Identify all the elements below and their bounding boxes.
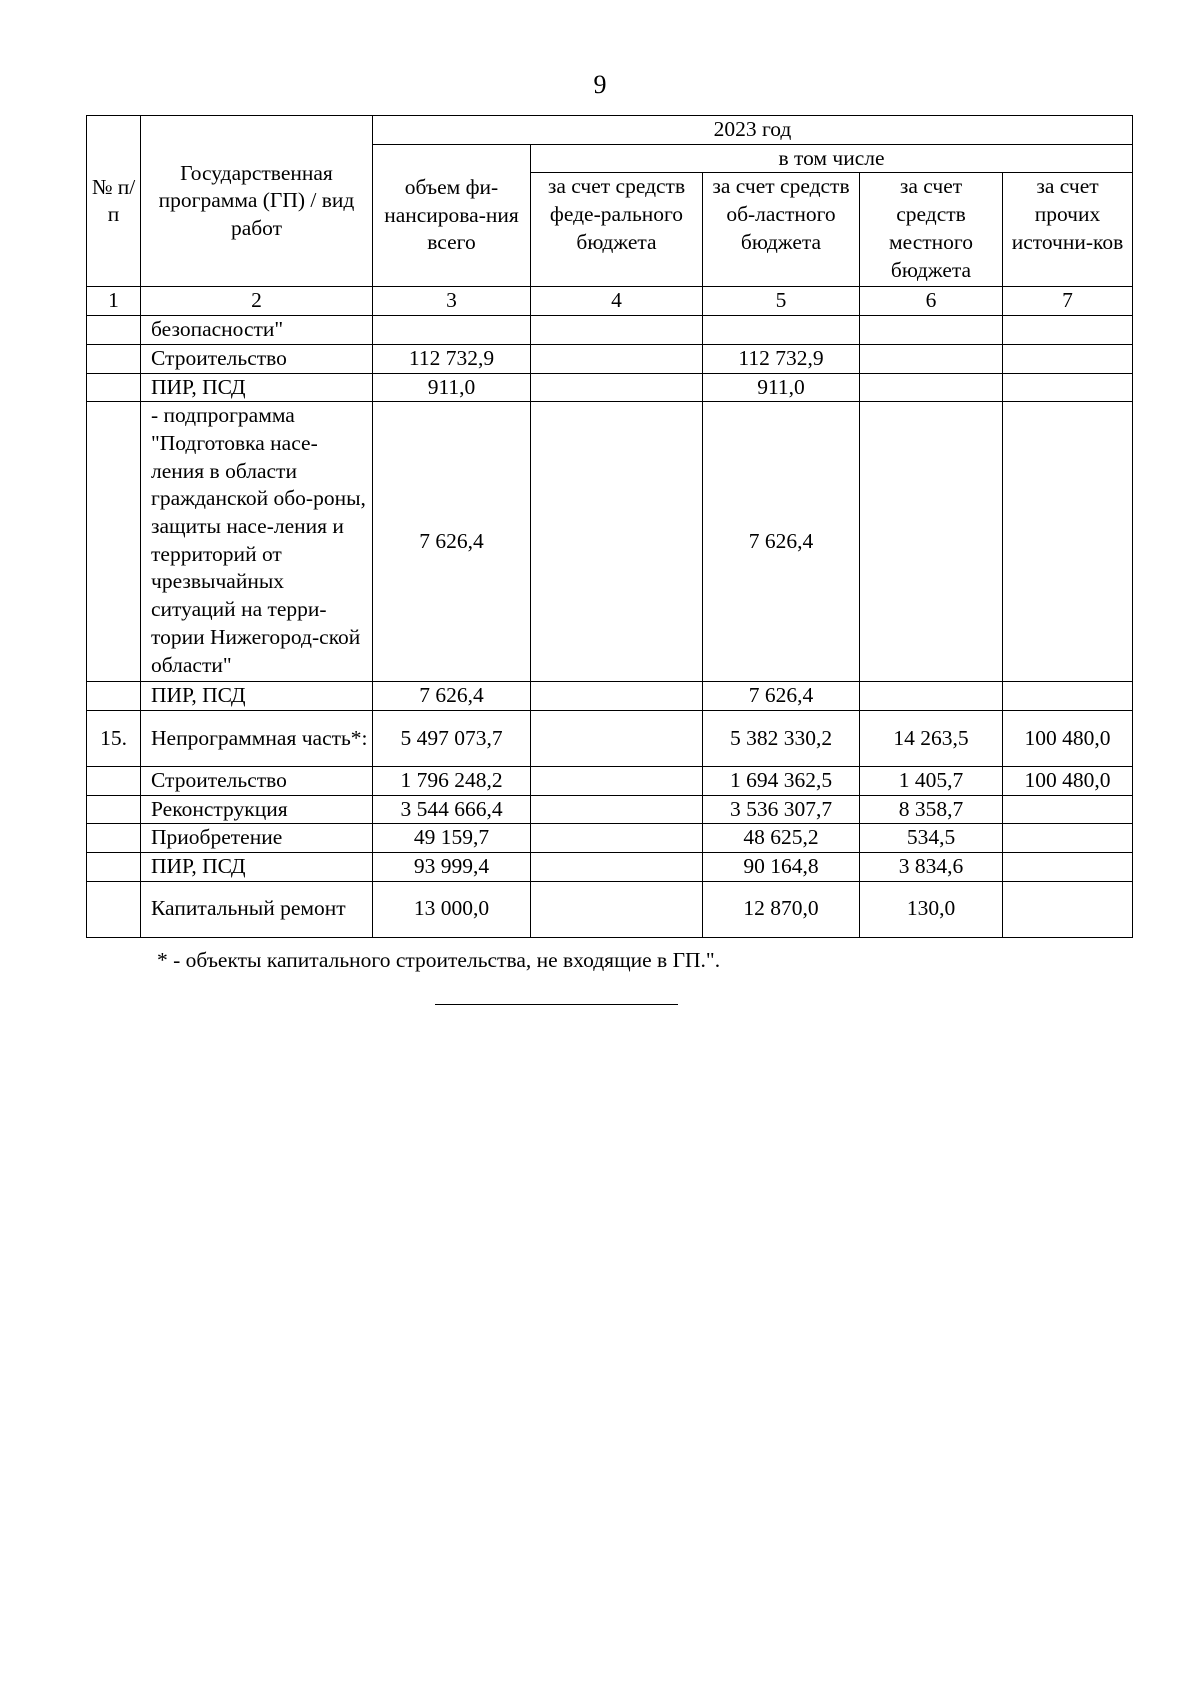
header-program-text: Государственная программа (ГП) / вид работ bbox=[158, 160, 355, 241]
header-year: 2023 год bbox=[373, 116, 1133, 145]
cell-regional bbox=[703, 316, 860, 345]
table-row bbox=[87, 795, 1133, 824]
cell-name: безопасности" bbox=[141, 316, 373, 345]
table-row bbox=[87, 766, 1133, 795]
end-rule bbox=[435, 1004, 678, 1005]
table-row bbox=[87, 881, 1133, 937]
cell-regional: 5 382 330,2 bbox=[703, 710, 860, 766]
cell-num bbox=[87, 853, 141, 882]
column-number-row bbox=[87, 287, 1133, 316]
cell-federal bbox=[531, 344, 703, 373]
cell-total: 3 544 666,4 bbox=[373, 795, 531, 824]
cell-federal bbox=[531, 373, 703, 402]
cell-local: 534,5 bbox=[860, 824, 1003, 853]
cell-total: 93 999,4 bbox=[373, 853, 531, 882]
table-row bbox=[87, 402, 1133, 682]
cell-other bbox=[1003, 316, 1133, 345]
table-row bbox=[87, 824, 1133, 853]
cell-regional: 7 626,4 bbox=[703, 402, 860, 682]
cell-local: 3 834,6 bbox=[860, 853, 1003, 882]
cell-local bbox=[860, 682, 1003, 711]
cell-other bbox=[1003, 344, 1133, 373]
cell-federal bbox=[531, 316, 703, 345]
header-federal: за счет средств феде-рального бюджета bbox=[531, 173, 703, 287]
cell-local bbox=[860, 344, 1003, 373]
footnote: * - объекты капитального строительства, не входящие в ГП.". bbox=[157, 948, 721, 972]
cell-num bbox=[87, 795, 141, 824]
cell-other bbox=[1003, 824, 1133, 853]
cell-name: ПИР, ПСД bbox=[141, 853, 373, 882]
cell-num bbox=[87, 881, 141, 937]
cell-other bbox=[1003, 402, 1133, 682]
cell-num bbox=[87, 402, 141, 682]
cell-name: ПИР, ПСД bbox=[141, 682, 373, 711]
col-number: 2 bbox=[141, 287, 373, 316]
cell-local bbox=[860, 373, 1003, 402]
col-number: 3 bbox=[373, 287, 531, 316]
col-number: 4 bbox=[531, 287, 703, 316]
cell-name: Приобретение bbox=[141, 824, 373, 853]
cell-name: Реконструкция bbox=[141, 795, 373, 824]
cell-local bbox=[860, 402, 1003, 682]
cell-num bbox=[87, 373, 141, 402]
cell-federal bbox=[531, 881, 703, 937]
cell-num: 15. bbox=[87, 710, 141, 766]
header-num bbox=[87, 116, 141, 287]
cell-regional: 48 625,2 bbox=[703, 824, 860, 853]
cell-local: 1 405,7 bbox=[860, 766, 1003, 795]
cell-total: 49 159,7 bbox=[373, 824, 531, 853]
cell-other bbox=[1003, 682, 1133, 711]
cell-local: 8 358,7 bbox=[860, 795, 1003, 824]
table-row bbox=[87, 682, 1133, 711]
table-row bbox=[87, 853, 1133, 882]
cell-total: 13 000,0 bbox=[373, 881, 531, 937]
cell-regional: 1 694 362,5 bbox=[703, 766, 860, 795]
cell-federal bbox=[531, 824, 703, 853]
cell-local: 130,0 bbox=[860, 881, 1003, 937]
cell-num bbox=[87, 316, 141, 345]
cell-name: Непрограммная часть*: bbox=[141, 710, 373, 766]
header-program bbox=[141, 116, 373, 287]
cell-num bbox=[87, 766, 141, 795]
cell-name: Строительство bbox=[141, 766, 373, 795]
cell-federal bbox=[531, 402, 703, 682]
cell-num bbox=[87, 344, 141, 373]
cell-other: 100 480,0 bbox=[1003, 766, 1133, 795]
cell-other bbox=[1003, 373, 1133, 402]
cell-federal bbox=[531, 682, 703, 711]
cell-total: 911,0 bbox=[373, 373, 531, 402]
cell-name: Строительство bbox=[141, 344, 373, 373]
header-other: за счет прочих источни-ков bbox=[1003, 173, 1133, 287]
cell-regional: 911,0 bbox=[703, 373, 860, 402]
cell-regional: 7 626,4 bbox=[703, 682, 860, 711]
cell-num bbox=[87, 682, 141, 711]
cell-regional: 90 164,8 bbox=[703, 853, 860, 882]
col-number: 6 bbox=[860, 287, 1003, 316]
header-local: за счет средств местного бюджета bbox=[860, 173, 1003, 287]
cell-name: - подпрограмма "Подготовка насе-ления в области гражданской обо-роны, защиты насе-ления и территорий от чрезвычайных ситуаций на терри-тории Нижегород-ской области" bbox=[141, 402, 373, 682]
cell-local: 14 263,5 bbox=[860, 710, 1003, 766]
col-number: 5 bbox=[703, 287, 860, 316]
cell-total: 5 497 073,7 bbox=[373, 710, 531, 766]
cell-federal bbox=[531, 853, 703, 882]
col-number: 7 bbox=[1003, 287, 1133, 316]
header-num-text: № п/ п bbox=[91, 174, 136, 227]
page-number: 9 bbox=[593, 70, 607, 99]
col-number: 1 bbox=[87, 287, 141, 316]
cell-total: 1 796 248,2 bbox=[373, 766, 531, 795]
header-total: объем фи-нансирова-ния всего bbox=[373, 144, 531, 287]
cell-regional: 112 732,9 bbox=[703, 344, 860, 373]
cell-num bbox=[87, 824, 141, 853]
cell-federal bbox=[531, 766, 703, 795]
cell-other: 100 480,0 bbox=[1003, 710, 1133, 766]
budget-table bbox=[86, 115, 1133, 938]
table-row bbox=[87, 344, 1133, 373]
header-regional: за счет средств об-ластного бюджета bbox=[703, 173, 860, 287]
table-header bbox=[87, 116, 1133, 316]
cell-local bbox=[860, 316, 1003, 345]
cell-total bbox=[373, 316, 531, 345]
header-including: в том числе bbox=[531, 144, 1133, 173]
table-row bbox=[87, 710, 1133, 766]
cell-total: 7 626,4 bbox=[373, 402, 531, 682]
cell-total: 112 732,9 bbox=[373, 344, 531, 373]
cell-other bbox=[1003, 881, 1133, 937]
cell-regional: 12 870,0 bbox=[703, 881, 860, 937]
cell-other bbox=[1003, 795, 1133, 824]
cell-federal bbox=[531, 710, 703, 766]
cell-total: 7 626,4 bbox=[373, 682, 531, 711]
cell-other bbox=[1003, 853, 1133, 882]
cell-regional: 3 536 307,7 bbox=[703, 795, 860, 824]
cell-federal bbox=[531, 795, 703, 824]
table-row bbox=[87, 316, 1133, 345]
cell-name: Капитальный ремонт bbox=[141, 881, 373, 937]
table-row bbox=[87, 373, 1133, 402]
cell-name: ПИР, ПСД bbox=[141, 373, 373, 402]
